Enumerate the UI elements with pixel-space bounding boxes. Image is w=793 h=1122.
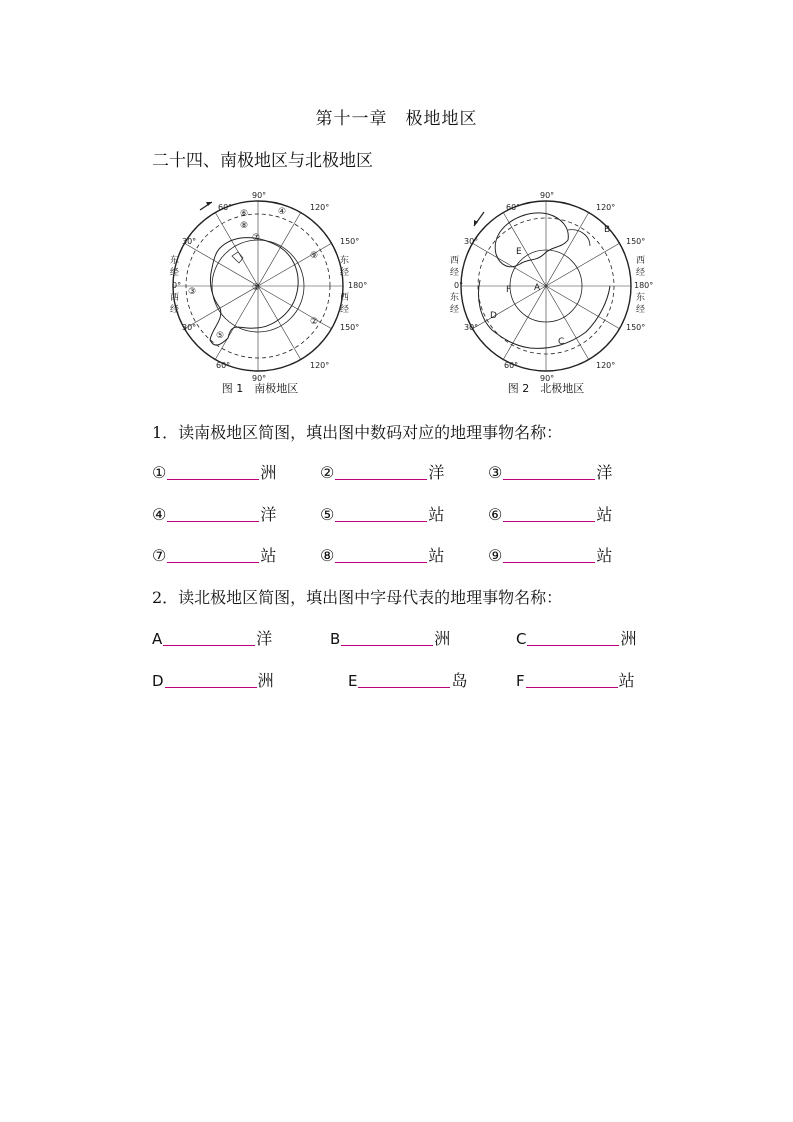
fig2-marker-f: F — [506, 285, 512, 295]
figure1-caption: 图 1 南极地区 — [221, 382, 299, 395]
fig1-side-rb-2: 经 — [340, 305, 350, 315]
q1-item-4 — [152, 502, 276, 525]
q1-item-9-label: ⑨ — [488, 546, 503, 565]
q2-item-c — [516, 626, 637, 649]
q1-item-6-label: ⑥ — [488, 505, 503, 524]
fig2-deg-right: 180° — [634, 281, 654, 290]
q2-item-b-suffix: 洲 — [434, 629, 451, 648]
fig1-deg-tl: 60° — [218, 203, 233, 212]
q2-item-e-suffix: 岛 — [451, 671, 468, 690]
fig2-deg-r1: 150° — [626, 237, 646, 246]
q1-blank-8[interactable] — [335, 546, 427, 563]
q1-blank-9[interactable] — [503, 546, 595, 563]
fig1-side-lb-2: 经 — [170, 305, 180, 315]
fig2-side-lt-2: 经 — [450, 268, 460, 278]
q2-blank-b[interactable] — [341, 629, 433, 646]
q1-item-8-label: ⑧ — [320, 546, 335, 565]
q2-blank-c[interactable] — [527, 629, 619, 646]
fig2-side-rb-2: 经 — [636, 305, 646, 315]
fig2-marker-d: D — [490, 311, 497, 321]
fig1-marker-3: ③ — [188, 287, 197, 297]
q1-item-2-label: ② — [320, 463, 335, 482]
q2-item-f-label: F — [516, 672, 525, 690]
q1-item-9 — [488, 543, 612, 566]
q2-item-b — [330, 626, 450, 649]
fig1-marker-1: ① — [252, 283, 261, 293]
q1-blank-2[interactable] — [335, 463, 427, 480]
fig1-marker-6: ⑥ — [240, 209, 249, 219]
fig1-deg-l1: 30° — [182, 237, 197, 246]
q2-item-f-suffix: 站 — [618, 671, 635, 690]
q1-item-7 — [152, 543, 276, 566]
q2-blank-e[interactable] — [358, 671, 450, 688]
fig2-marker-e: E — [516, 247, 522, 257]
q1-item-3 — [488, 460, 612, 483]
q1-blank-1[interactable] — [167, 463, 259, 480]
q1-item-8-suffix: 站 — [428, 546, 445, 565]
fig2-deg-bl2: 30° — [464, 323, 479, 332]
fig1-deg-bl: 60° — [216, 361, 231, 370]
fig1-deg-br: 120° — [310, 361, 330, 370]
fig2-deg-br: 120° — [596, 361, 616, 370]
fig1-side-lt-1: 东 — [170, 256, 180, 266]
q1-item-2-suffix: 洋 — [428, 463, 445, 482]
fig2-deg-tr: 120° — [596, 203, 616, 212]
q2-item-f — [516, 668, 635, 691]
fig2-side-rt-1: 西 — [636, 256, 646, 266]
q1-item-5 — [320, 502, 444, 525]
q2-item-b-label: B — [330, 630, 341, 648]
fig2-deg-left: 0° — [454, 281, 464, 290]
q1-item-2 — [320, 460, 444, 483]
q1-item-5-label: ⑤ — [320, 505, 335, 524]
q2-item-c-suffix: 洲 — [620, 629, 637, 648]
fig1-side-rt-1: 东 — [340, 256, 350, 266]
q2-item-d-label: D — [152, 672, 164, 690]
question2-text: 2．读北极地区简图，填出图中字母代表的地理事物名称： — [152, 588, 563, 607]
south-polar-map-graphic — [160, 188, 368, 383]
fig1-marker-4: ④ — [278, 207, 287, 217]
q1-blank-3[interactable] — [503, 463, 595, 480]
fig2-marker-c: C — [558, 337, 565, 347]
q1-item-3-label: ③ — [488, 463, 503, 482]
q1-item-9-suffix: 站 — [596, 546, 613, 565]
fig1-deg-bottom: 90° — [252, 374, 267, 383]
fig1-deg-left: 0° — [172, 281, 182, 290]
figure-north-polar-map — [440, 188, 652, 398]
fig1-deg-bl2: 30° — [182, 323, 197, 332]
q2-item-e — [348, 668, 468, 691]
fig1-side-rb-1: 西 — [340, 293, 350, 303]
q2-item-a-suffix: 洋 — [256, 629, 273, 648]
q1-item-1 — [152, 460, 276, 483]
fig1-marker-5: ⑤ — [216, 331, 225, 341]
fig2-marker-b: B — [604, 225, 611, 235]
fig2-side-lb-2: 经 — [450, 305, 460, 315]
q2-item-e-label: E — [348, 672, 358, 690]
section-title: 二十四、南极地区与北极地区 — [152, 151, 373, 171]
north-polar-map-graphic — [440, 188, 652, 383]
q2-blank-a[interactable] — [163, 629, 255, 646]
q1-item-5-suffix: 站 — [428, 505, 445, 524]
fig2-deg-l1: 30° — [464, 237, 479, 246]
q1-item-1-label: ① — [152, 463, 167, 482]
q1-blank-5[interactable] — [335, 505, 427, 522]
fig2-side-lt-1: 西 — [450, 256, 460, 266]
fig1-side-lb-1: 西 — [170, 293, 180, 303]
q1-item-7-suffix: 站 — [260, 546, 277, 565]
q1-item-6 — [488, 502, 612, 525]
fig2-side-rb-1: 东 — [636, 293, 646, 303]
fig2-side-rt-2: 经 — [636, 268, 646, 278]
fig2-deg-top: 90° — [540, 191, 555, 200]
chapter-title: 第十一章 极地地区 — [315, 109, 478, 129]
q2-item-d — [152, 668, 274, 691]
fig1-deg-top: 90° — [252, 191, 267, 200]
fig2-deg-tl: 60° — [506, 203, 521, 212]
fig1-marker-7: ⑦ — [252, 233, 261, 243]
q2-blank-f[interactable] — [526, 671, 618, 688]
fig1-marker-8: ⑧ — [240, 221, 249, 231]
fig2-deg-bottom: 90° — [540, 374, 555, 383]
q1-blank-7[interactable] — [167, 546, 259, 563]
fig1-deg-tr: 120° — [310, 203, 330, 212]
figure-south-polar-map — [160, 188, 368, 398]
q1-item-4-label: ④ — [152, 505, 167, 524]
question1-text: 1．读南极地区简图，填出图中数码对应的地理事物名称： — [152, 423, 563, 442]
q2-item-a — [152, 626, 272, 649]
q1-item-1-suffix: 洲 — [260, 463, 277, 482]
q1-item-6-suffix: 站 — [596, 505, 613, 524]
fig2-deg-br2: 150° — [626, 323, 646, 332]
q1-blank-4[interactable] — [167, 505, 259, 522]
q1-item-4-suffix: 洋 — [260, 505, 277, 524]
q2-item-d-suffix: 洲 — [257, 671, 274, 690]
q2-item-a-label: A — [152, 630, 163, 648]
fig2-deg-bl: 60° — [504, 361, 519, 370]
q2-item-c-label: C — [516, 630, 527, 648]
fig1-deg-right: 180° — [348, 281, 368, 290]
fig1-side-rt-2: 经 — [340, 268, 350, 278]
q1-item-7-label: ⑦ — [152, 546, 167, 565]
fig2-side-lb-1: 东 — [450, 293, 460, 303]
figure2-caption: 图 2 北极地区 — [507, 382, 585, 395]
fig1-side-lt-2: 经 — [170, 268, 180, 278]
q2-blank-d[interactable] — [165, 671, 257, 688]
fig1-deg-br2: 150° — [340, 323, 360, 332]
fig1-marker-2: ② — [310, 317, 319, 327]
fig1-deg-r1: 150° — [340, 237, 360, 246]
q1-item-8 — [320, 543, 444, 566]
q1-blank-6[interactable] — [503, 505, 595, 522]
fig1-marker-9: ⑨ — [310, 251, 319, 261]
fig2-marker-a: A — [534, 283, 541, 293]
q1-item-3-suffix: 洋 — [596, 463, 613, 482]
